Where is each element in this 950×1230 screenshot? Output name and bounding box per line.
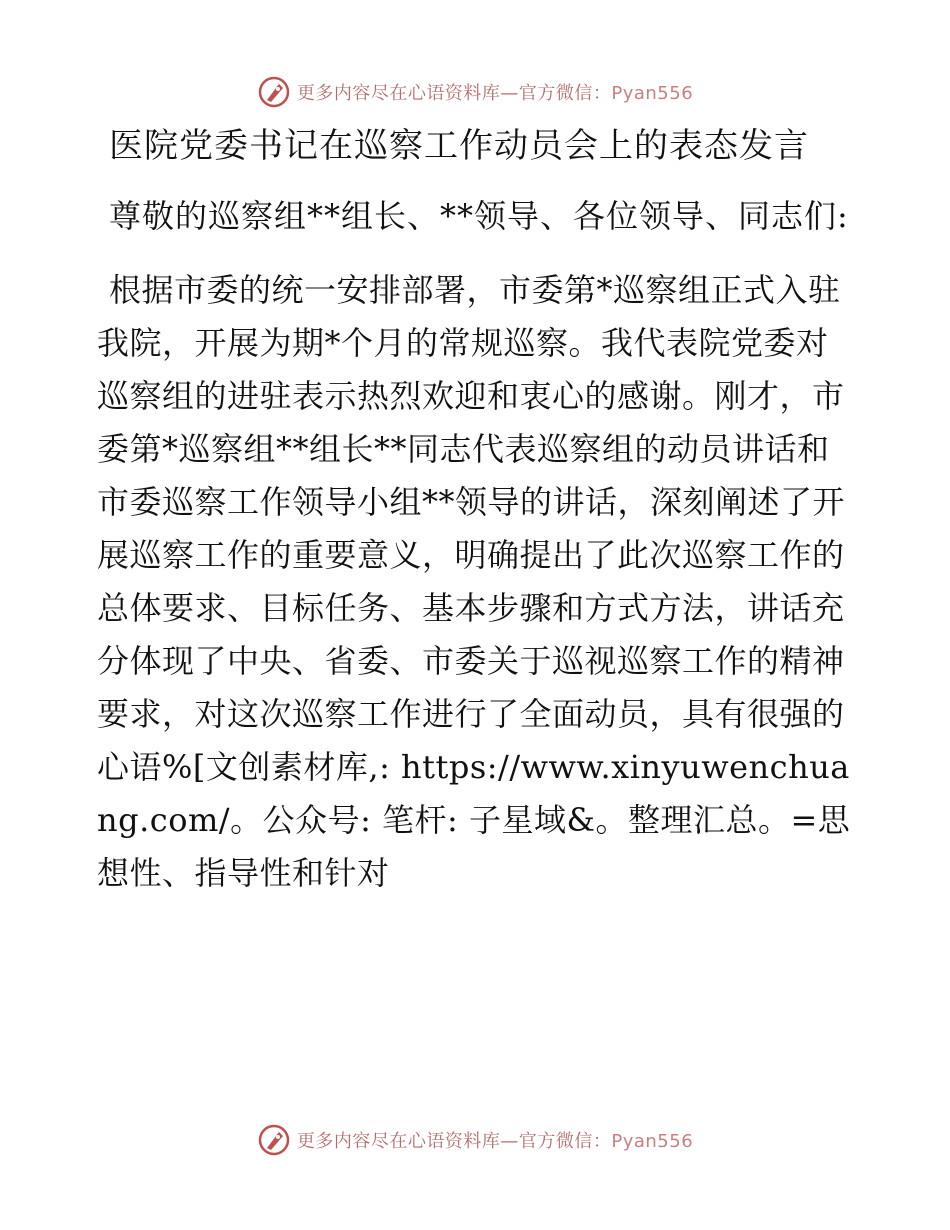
banner-text: [297, 1127, 693, 1153]
document-title: 医院党委书记在巡察工作动员会上的表态发言: [109, 126, 809, 166]
banner-label: 更多内容尽在心语资料库—官方微信：: [296, 83, 612, 104]
document-body: [97, 122, 857, 900]
banner-text: [297, 79, 693, 105]
banner-wechat-id: Pyan556: [611, 83, 694, 104]
banner-label: 更多内容尽在心语资料库—官方微信：: [296, 1131, 612, 1152]
document-paragraph: 根据市委的统一安排部署，市委第*巡察组正式入驻我院，开展为期*个月的常规巡察。我代表院党委对巡察组的进驻表示热烈欢迎和衷心的感谢。刚才，市委第*巡察组**组长**同志代表巡察组的动员讲话和市委巡察工作领导小组**领导的讲话，深刻阐述了开展巡察工作的重要意义，明确提出了此次巡察工作的总体要求、目标任务、基本步骤和方式方法，讲话充分体现了中央、省委、市委关于巡视巡察工作的精神要求，对这次巡察工作进行了全面动员，具有很强的心语%[文创素材库,: https://www.xinyuwenchuang.com/。公众号: 笔杆: 子星域&。整理汇总。=思想性、指导性和针对: [97, 271, 851, 892]
header-banner: [0, 72, 950, 112]
pen-nib-logo-icon: [257, 1123, 291, 1157]
footer-banner: [0, 1120, 950, 1160]
document-salutation: 尊敬的巡察组**组长、**领导、各位领导、同志们:: [109, 197, 849, 235]
banner-wechat-id: Pyan556: [611, 1131, 694, 1152]
pen-nib-logo-icon: [257, 75, 291, 109]
